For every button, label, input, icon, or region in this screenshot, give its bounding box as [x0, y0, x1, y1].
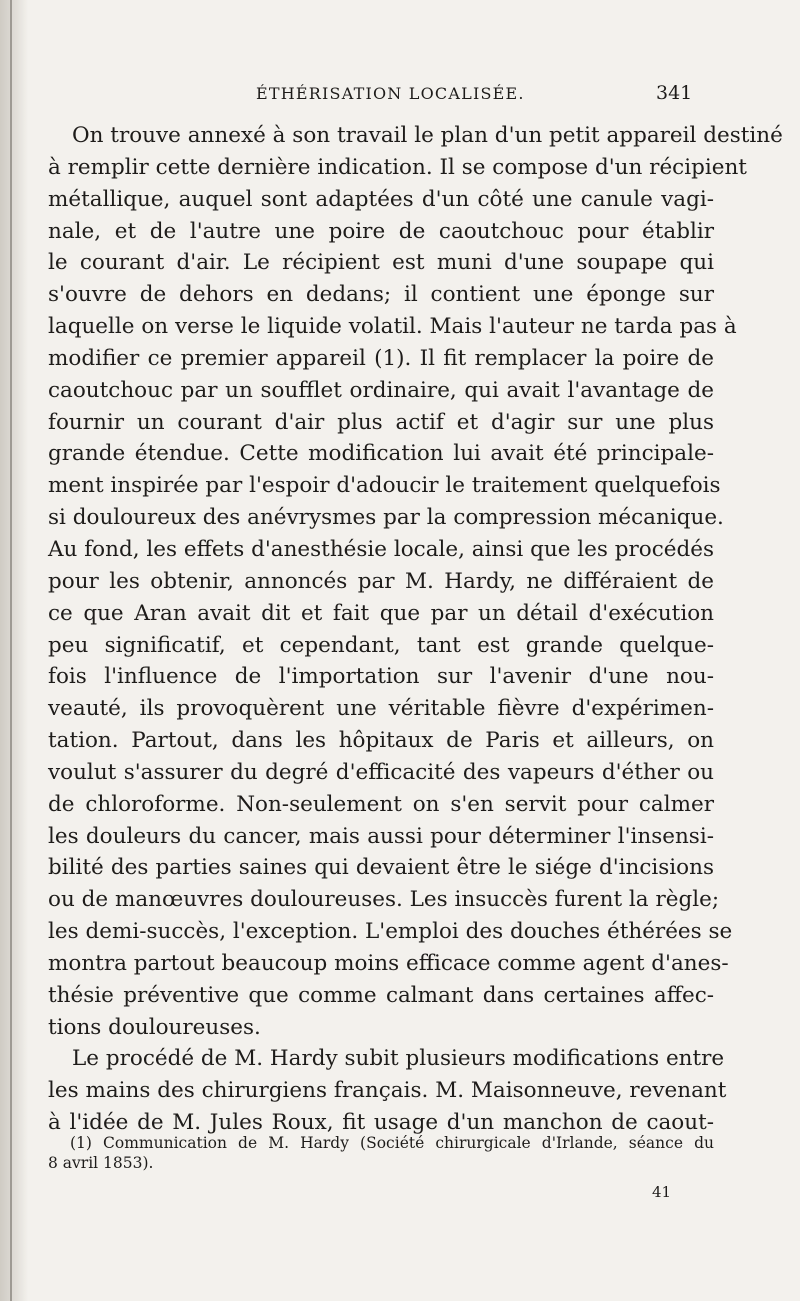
- footnote-line: 8 avril 1853).: [48, 1154, 154, 1172]
- text-line: bilité des parties saines qui devaient être le siége d'incisions: [48, 855, 714, 881]
- body-text: [48, 120, 783, 1139]
- text-line: métallique, auquel sont adaptées d'un côté une canule vagi-: [48, 186, 714, 212]
- text-line: s'ouvre de dehors en dedans; il contient une éponge sur: [48, 282, 714, 308]
- footnote: [48, 1133, 714, 1173]
- text-line: si douloureux des anévrysmes par la compression mécanique.: [48, 505, 724, 531]
- text-line: modifier ce premier appareil (1). Il fit remplacer la poire de: [48, 345, 714, 371]
- text-line: laquelle on verse le liquide volatil. Mais l'auteur ne tarda pas à: [48, 314, 737, 340]
- text-line: On trouve annexé à son travail le plan d'un petit appareil destiné: [72, 123, 783, 148]
- text-line: grande étendue. Cette modification lui avait été principale-: [48, 441, 714, 467]
- running-title: ÉTHÉRISATION LOCALISÉE.: [256, 84, 525, 103]
- text-line: ment inspirée par l'espoir d'adoucir le traitement quelquefois: [48, 473, 721, 499]
- binding-edge: [10, 0, 12, 1301]
- text-line: les mains des chirurgiens français. M. Maisonneuve, revenant: [48, 1078, 727, 1104]
- text-line: veauté, ils provoquèrent une véritable fièvre d'expérimen-: [48, 696, 714, 722]
- page-gutter: [0, 0, 28, 1301]
- footnote-line: (1) Communication de M. Hardy (Société chirurgicale d'Irlande, séance du: [70, 1134, 714, 1152]
- text-line: tation. Partout, dans les hôpitaux de Paris et ailleurs, on: [48, 728, 714, 754]
- text-line: fois l'influence de l'importation sur l'avenir d'une nou-: [48, 664, 714, 690]
- text-line: de chloroforme. Non-seulement on s'en servit pour calmer: [48, 791, 714, 817]
- text-line: ce que Aran avait dit et fait que par un détail d'exécution: [48, 600, 714, 626]
- text-line: à l'idée de M. Jules Roux, fit usage d'un manchon de caout-: [48, 1110, 714, 1136]
- text-line: peu significatif, et cependant, tant est grande quelque-: [48, 632, 714, 658]
- text-line: fournir un courant d'air plus actif et d'agir sur une plus: [48, 409, 714, 435]
- signature-mark: 41: [652, 1183, 672, 1201]
- text-line: montra partout beaucoup moins efficace comme agent d'anes-: [48, 950, 729, 976]
- text-line: ou de manœuvres douloureuses. Les insuccès furent la règle;: [48, 887, 720, 913]
- text-line: Au fond, les effets d'anesthésie locale, ainsi que les procédés: [48, 536, 714, 562]
- text-line: pour les obtenir, annoncés par M. Hardy, ne différaient de: [48, 568, 714, 594]
- text-line: les douleurs du cancer, mais aussi pour déterminer l'insensi-: [48, 823, 714, 849]
- text-line-paragraph-start: Le procédé de M. Hardy subit plusieurs modifications entre: [72, 1046, 725, 1072]
- text-line: thésie préventive que comme calmant dans certaines affec-: [48, 982, 714, 1008]
- text-line: les demi-succès, l'exception. L'emploi des douches éthérées se: [48, 919, 733, 945]
- text-line: voulut s'assurer du degré d'efficacité des vapeurs d'éther ou: [48, 759, 714, 785]
- page-number: 341: [656, 82, 693, 104]
- text-line: caoutchouc par un soufflet ordinaire, qui avait l'avantage de: [48, 377, 714, 403]
- text-line: le courant d'air. Le récipient est muni d'une soupape qui: [48, 250, 714, 276]
- text-line-paragraph-end: tions douloureuses.: [48, 1014, 261, 1040]
- page-header: [0, 84, 800, 108]
- text-line: à remplir cette dernière indication. Il se compose d'un récipient: [48, 154, 747, 180]
- text-line: nale, et de l'autre une poire de caoutchouc pour établir: [48, 218, 714, 244]
